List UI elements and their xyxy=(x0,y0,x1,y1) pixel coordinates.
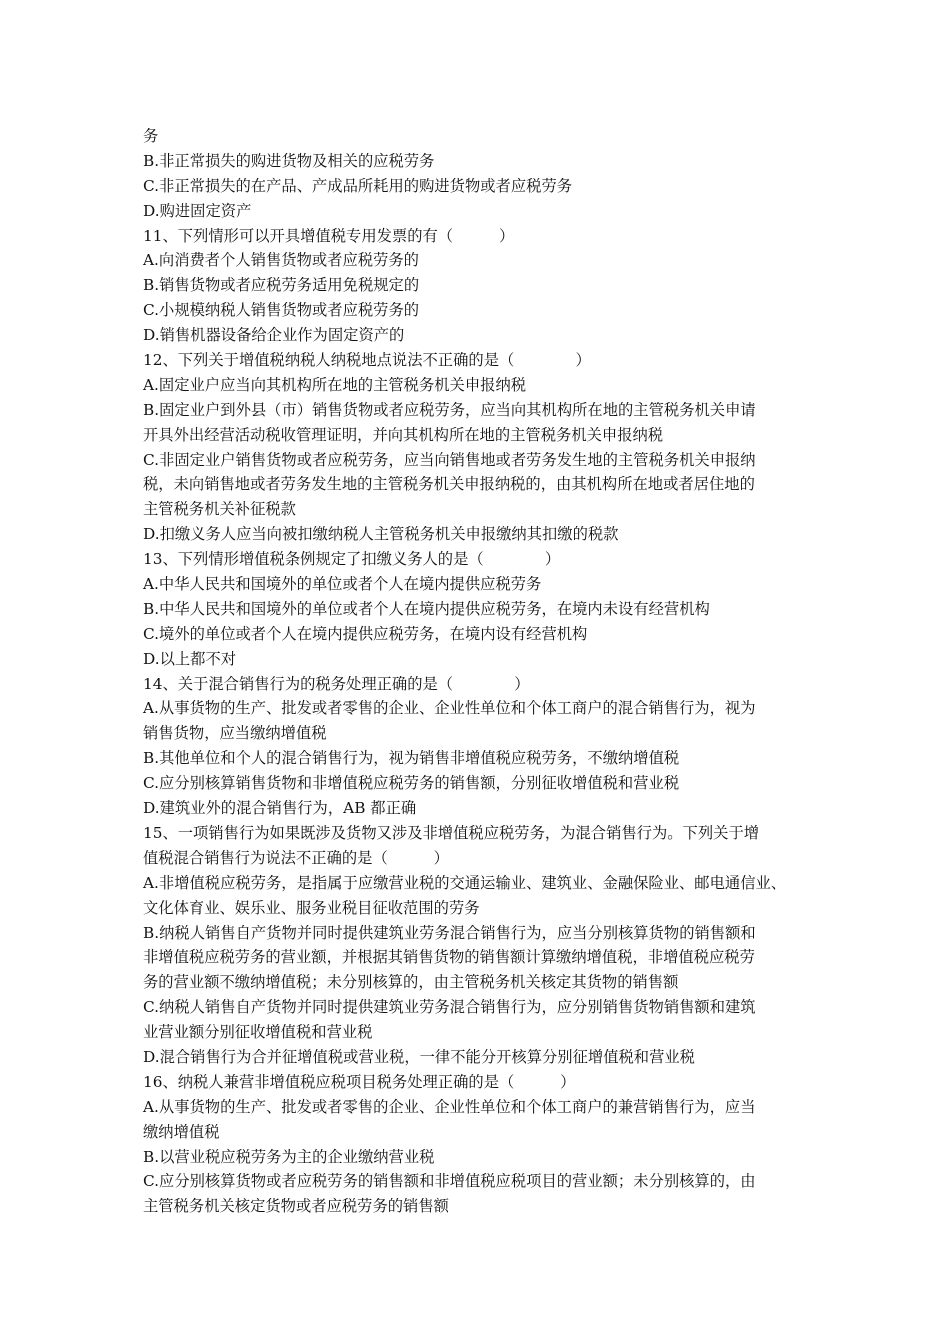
document-page xyxy=(143,124,821,1219)
question-14: 14、关于混合销售行为的税务处理正确的是（ ） xyxy=(143,674,530,693)
text-line: 缴纳增值税 xyxy=(143,1122,220,1141)
option-a: A.非增值税应税劳务，是指属于应缴营业税的交通运输业、建筑业、金融保险业、邮电通信业、 xyxy=(143,873,787,892)
option-a: A.向消费者个人销售货物或者应税劳务的 xyxy=(143,251,419,270)
option-b: B.销售货物或者应税劳务适用免税规定的 xyxy=(143,276,420,295)
option-c: C.纳税人销售自产货物并同时提供建筑业劳务混合销售行为，应分别销售货物销售额和建筑 xyxy=(143,998,756,1017)
option-a: A.中华人民共和国境外的单位或者个人在境内提供应税劳务 xyxy=(143,575,542,594)
text-line: 开具外出经营活动税收管理证明，并向其机构所在地的主管税务机关申报纳税 xyxy=(143,425,664,444)
option-c: C.境外的单位或者个人在境内提供应税劳务，在境内设有经营机构 xyxy=(143,624,588,643)
question-13: 13、下列情形增值税条例规定了扣缴义务人的是（ ） xyxy=(143,550,561,569)
option-d: D.销售机器设备给企业作为固定资产的 xyxy=(143,326,405,345)
question-11: 11、下列情形可以开具增值税专用发票的有（ ） xyxy=(143,226,515,245)
option-c: C.非固定业户销售货物或者应税劳务，应当向销售地或者劳务发生地的主管税务机关申报纳 xyxy=(143,450,756,469)
text-line: B.非正常损失的购进货物及相关的应税劳务 xyxy=(143,151,435,170)
text-line: 非增值税应税劳务的营业额，并根据其销售货物的销售额计算缴纳增值税，非增值税应税劳 xyxy=(143,948,755,967)
text-line: D.购进固定资产 xyxy=(143,201,252,220)
text-line: 税，未向销售地或者劳务发生地的主管税务机关申报纳税的，由其机构所在地或者居住地的 xyxy=(143,475,755,494)
question-12: 12、下列关于增值税纳税人纳税地点说法不正确的是（ ） xyxy=(143,351,591,370)
option-c: C.应分别核算销售货物和非增值税应税劳务的销售额，分别征收增值税和营业税 xyxy=(143,774,680,793)
text-line: 销售货物，应当缴纳增值税 xyxy=(143,724,327,743)
option-a: A.固定业户应当向其机构所在地的主管税务机关申报纳税 xyxy=(143,375,527,394)
text-line: 主管税务机关补征税款 xyxy=(143,500,296,519)
option-a: A.从事货物的生产、批发或者零售的企业、企业性单位和个体工商户的兼营销售行为，应当 xyxy=(143,1097,756,1116)
option-b: B.固定业户到外县（市）销售货物或者应税劳务，应当向其机构所在地的主管税务机关申请 xyxy=(143,400,756,419)
option-d: D.建筑业外的混合销售行为，AB 都正确 xyxy=(143,799,417,818)
text-line: 务 xyxy=(143,127,159,145)
option-b: B.其他单位和个人的混合销售行为，视为销售非增值税应税劳务，不缴纳增值税 xyxy=(143,749,680,768)
question-15: 15、一项销售行为如果既涉及货物又涉及非增值税应税劳务，为混合销售行为。下列关于增 xyxy=(143,823,760,842)
text-line: 主管税务机关核定货物或者应税劳务的销售额 xyxy=(143,1197,449,1216)
text-line: 文化体育业、娱乐业、服务业税目征收范围的劳务 xyxy=(143,898,480,917)
text-line: 业营业额分别征收增值税和营业税 xyxy=(143,1023,373,1042)
option-a: A.从事货物的生产、批发或者零售的企业、企业性单位和个体工商户的混合销售行为，视为 xyxy=(143,699,756,718)
option-b: B.以营业税应税劳务为主的企业缴纳营业税 xyxy=(143,1147,435,1166)
option-c: C.应分别核算货物或者应税劳务的销售额和非增值税应税项目的营业额；未分别核算的，由 xyxy=(143,1172,756,1191)
question-16: 16、纳税人兼营非增值税应税项目税务处理正确的是（ ） xyxy=(143,1072,576,1091)
option-d: D.以上都不对 xyxy=(143,649,237,668)
option-b: B.中华人民共和国境外的单位或者个人在境内提供应税劳务，在境内未设有经营机构 xyxy=(143,599,710,618)
text-line: C.非正常损失的在产品、产成品所耗用的购进货物或者应税劳务 xyxy=(143,176,573,195)
option-b: B.纳税人销售自产货物并同时提供建筑业劳务混合销售行为，应当分别核算货物的销售额和 xyxy=(143,923,756,942)
option-d: D.扣缴义务人应当向被扣缴纳税人主管税务机关申报缴纳其扣缴的税款 xyxy=(143,525,619,544)
text-line: 值税混合销售行为说法不正确的是（ ） xyxy=(143,848,449,867)
text-line: 务的营业额不缴纳增值税；未分别核算的，由主管税务机关核定其货物的销售额 xyxy=(143,973,679,992)
option-d: D.混合销售行为合并征增值税或营业税，一律不能分开核算分别征增值税和营业税 xyxy=(143,1047,695,1066)
option-c: C.小规模纳税人销售货物或者应税劳务的 xyxy=(143,301,420,320)
